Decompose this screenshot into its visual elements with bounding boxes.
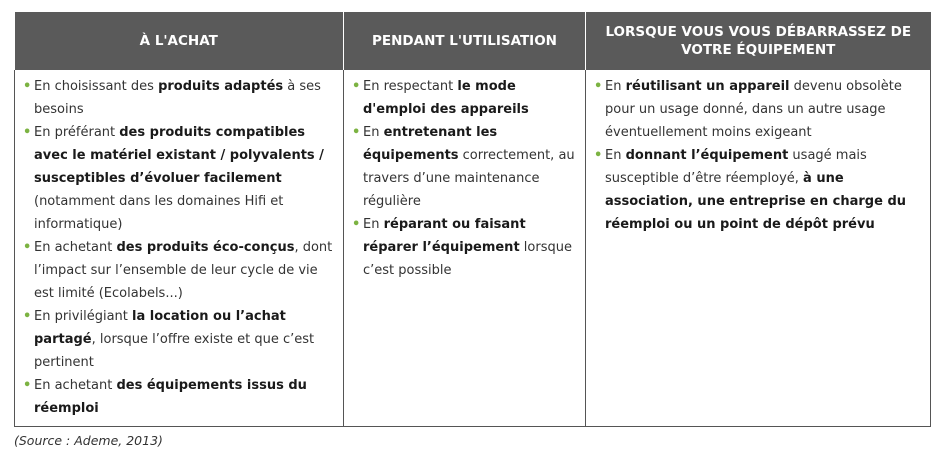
eco-actions-table	[14, 12, 931, 427]
item-text: correctement, au travers d’une maintenance régulière	[363, 148, 575, 209]
header-usage: PENDANT L'UTILISATION	[344, 12, 586, 70]
item-text: En achetant	[34, 378, 117, 393]
disposal-list	[594, 75, 922, 236]
item-text: usagé mais susceptible d’être réemployé,	[605, 148, 867, 186]
column-disposal	[586, 70, 931, 427]
comparison-table-wrapper	[14, 12, 930, 427]
item-text: En	[605, 79, 626, 94]
list-item	[594, 75, 922, 144]
emphasis-text: le mode d'emploi des appareils	[363, 79, 529, 117]
emphasis-text: donnant l’équipement	[625, 148, 789, 163]
item-text: En choisissant des	[34, 79, 159, 94]
purchase-list	[23, 75, 335, 420]
bullet-dot-icon: •	[23, 79, 32, 94]
list-item	[23, 75, 335, 121]
bullet-dot-icon: •	[23, 378, 32, 393]
list-item	[23, 121, 335, 236]
bullet-dot-icon: •	[352, 217, 361, 232]
bullet-dot-icon: •	[23, 309, 32, 324]
emphasis-text: des produits compatibles avec le matériel existant / polyvalents / susceptibles d’évoluer facilement	[34, 125, 324, 186]
list-item	[23, 374, 335, 420]
column-purchase	[15, 70, 344, 427]
item-text: En préférant	[34, 125, 120, 140]
table-header-row	[15, 12, 931, 70]
item-text: En	[363, 125, 384, 140]
header-purchase: À L'ACHAT	[15, 12, 344, 70]
header-disposal: LORSQUE VOUS VOUS DÉBARRASSEZ DE VOTRE ÉQUIPEMENT	[586, 12, 931, 70]
bullet-dot-icon: •	[352, 125, 361, 140]
bullet-dot-icon: •	[352, 79, 361, 94]
item-text: à ses besoins	[34, 79, 321, 117]
bullet-dot-icon: •	[23, 240, 32, 255]
item-text: En	[605, 148, 626, 163]
list-item	[352, 213, 577, 282]
emphasis-text: entretenant les équipements	[363, 125, 498, 163]
item-text: devenu obsolète pour un usage donné, dans un autre usage éventuellement moins exigeant	[605, 79, 902, 140]
item-text: En	[363, 217, 384, 232]
list-item	[23, 236, 335, 305]
list-item	[23, 305, 335, 374]
item-text: En achetant	[34, 240, 117, 255]
column-usage	[344, 70, 586, 427]
emphasis-text: des produits éco-conçus	[116, 240, 295, 255]
emphasis-text: produits adaptés	[158, 79, 284, 94]
list-item	[352, 75, 577, 121]
list-item	[594, 144, 922, 236]
item-text: En respectant	[363, 79, 458, 94]
emphasis-text: réparant ou faisant réparer l’équipement	[363, 217, 526, 255]
usage-list	[352, 75, 577, 282]
item-text: En privilégiant	[34, 309, 133, 324]
item-text: , lorsque l’offre existe et que c’est pertinent	[34, 332, 315, 370]
emphasis-text: à une association, une entreprise en charge du réemploi ou un point de dépôt prévu	[605, 171, 907, 232]
bullet-dot-icon: •	[23, 125, 32, 140]
item-text: lorsque c’est possible	[363, 240, 572, 278]
bullet-dot-icon: •	[594, 79, 603, 94]
emphasis-text: des équipements issus du réemploi	[34, 378, 307, 416]
source-caption: (Source : Ademe, 2013)	[14, 433, 163, 448]
emphasis-text: réutilisant un appareil	[625, 79, 790, 94]
item-text: , dont l’impact sur l’ensemble de leur cycle de vie est limité (Ecolabels...)	[34, 240, 333, 301]
item-text: (notamment dans les domaines Hifi et informatique)	[34, 194, 284, 232]
table-body-row	[15, 70, 931, 427]
emphasis-text: la location ou l’achat partagé	[34, 309, 286, 347]
list-item	[352, 121, 577, 213]
bullet-dot-icon: •	[594, 148, 603, 163]
